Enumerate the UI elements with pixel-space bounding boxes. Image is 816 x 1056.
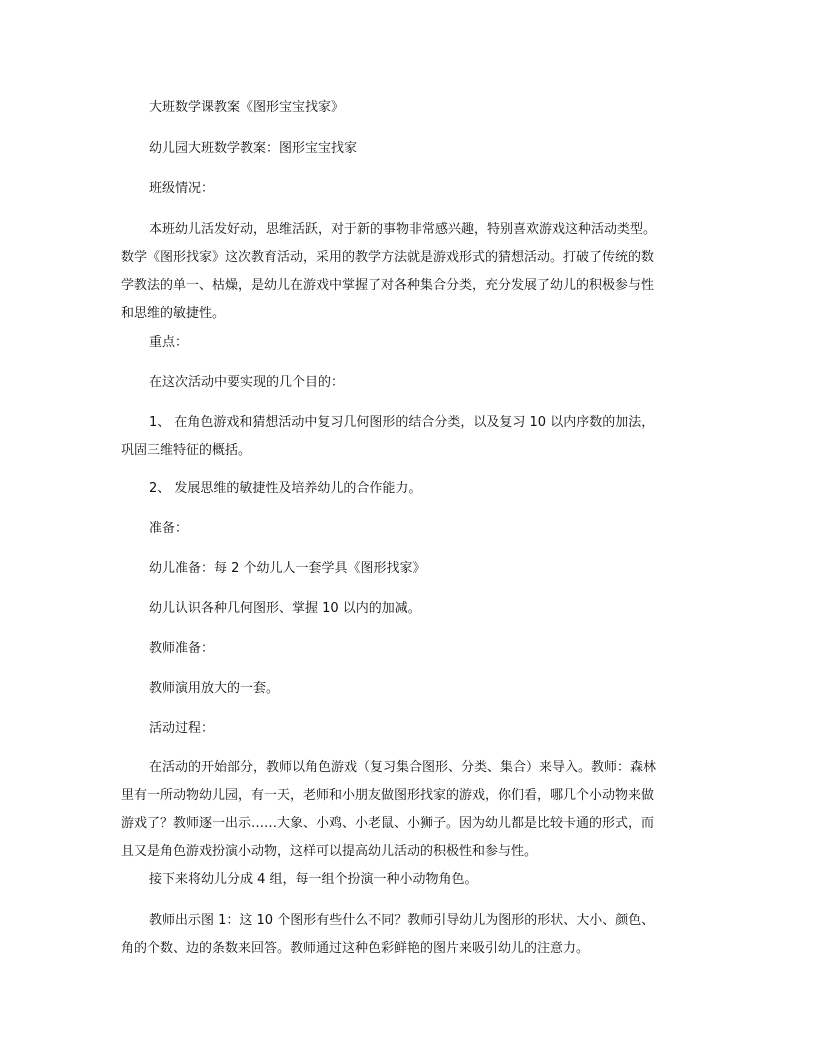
goal-1-line-2: 巩固三维特征的概括。 [121,443,252,458]
child-prep: 幼儿准备：每 2 个幼儿人一套学具《图形找家》 [149,561,426,576]
class-paragraph [121,216,696,328]
process-line-2: 里有一所动物幼儿园，有一天，老师和小朋友做图形找家的游戏，你们看，哪几个小动物来做 [121,788,655,803]
class-line-4: 和思维的敏捷性。 [121,306,226,321]
class-line-2: 数学《图形找家》这次教育活动，采用的教学方法就是游戏形式的猜想活动。打破了传统的数 [121,250,655,265]
class-line-1: 本班幼儿活发好动，思维活跃，对于新的事物非常感兴趣，特别喜欢游戏这种活动类型。 [149,222,657,237]
child-knowledge: 幼儿认识各种几何图形、掌握 10 以内的加减。 [149,601,421,616]
document-title: 大班数学课教案《图形宝宝找家》 [149,100,345,115]
process-heading: 活动过程： [149,721,215,736]
focus-heading: 重点： [149,335,189,350]
class-line-3: 学教法的单一、枯燥，是幼儿在游戏中掌握了对各种集合分类，充分发展了幼儿的积极参与性 [121,278,655,293]
process-line-3: 游戏了？教师逐一出示……大象、小鸡、小老鼠、小狮子。因为幼儿都是比较卡通的形式，而 [121,816,655,831]
class-heading: 班级情况： [149,181,215,196]
teacher-prep-heading: 教师准备： [149,641,215,656]
goals-intro: 在这次活动中要实现的几个目的： [149,375,345,390]
process-line-1: 在活动的开始部分，教师以角色游戏（复习集合图形、分类、集合）来导入。教师：森林 [149,760,657,775]
document-subtitle: 幼儿园大班数学教案：图形宝宝找家 [149,141,358,156]
goal-2: 2、 发展思维的敏捷性及培养幼儿的合作能力。 [149,481,422,496]
prep-heading: 准备： [149,521,189,536]
process-line-4: 且又是角色游戏扮演小动物，这样可以提高幼儿活动的积极性和参与性。 [121,844,538,859]
figure-1-line-2: 角的个数、边的条数来回答。教师通过这种色彩鲜艳的图片来吸引幼儿的注意力。 [121,941,590,956]
goal-1-paragraph [121,409,696,465]
figure-1-line-1: 教师出示图 1：这 10 个图形有些什么不同？教师引导幼儿为图形的形状、大小、颜色、 [149,913,655,928]
process-paragraph [121,754,696,866]
figure-1-paragraph [121,907,696,963]
goal-1-line-1: 1、 在角色游戏和猜想活动中复习几何图形的结合分类，以及复习 10 以内序数的加法， [149,415,655,430]
groups-paragraph: 接下来将幼儿分成 4 组，每一组个扮演一种小动物角色。 [149,872,478,887]
teacher-prep: 教师演用放大的一套。 [149,681,280,696]
